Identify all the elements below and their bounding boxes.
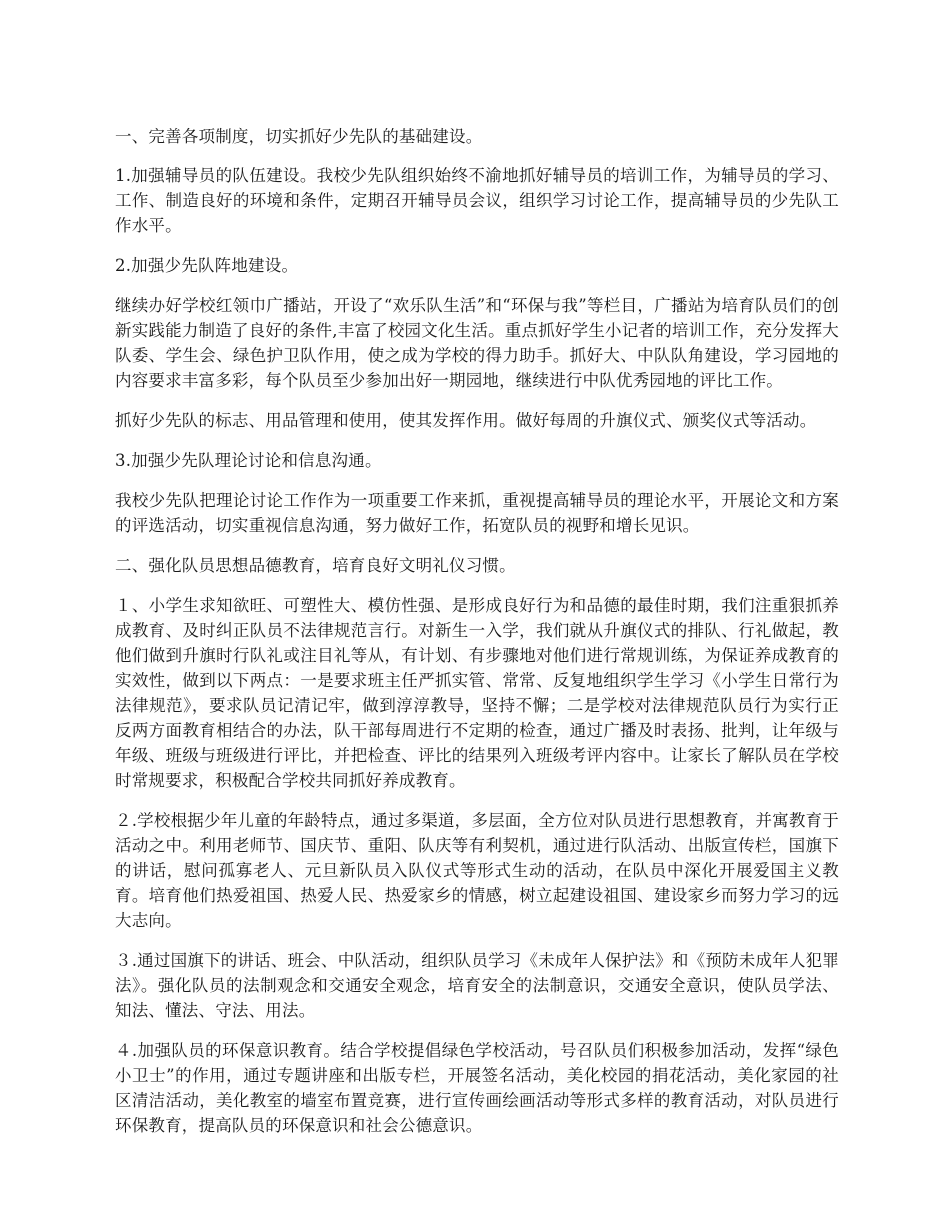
paragraph-counselor-team: 1.加强辅导员的队伍建设。我校少先队组织始终不渝地抓好辅导员的培训工作，为辅导员的学习、工作、制造良好的环境和条件，定期召开辅导员会议，组织学习讨论工作，提高辅导员的少先队工作水平。 bbox=[115, 166, 839, 235]
paragraph-legal-education: ３.通过国旗下的讲话、班会、中队活动，组织队员学习《未成年人保护法》和《预防未成年人犯罪法》。强化队员的法制观念和交通安全观念，培育安全的法制意识，交通安全意识，使队员学法、知法、懂法、守法、用法。 bbox=[115, 951, 839, 1020]
paragraph-ideological-education: ２.学校根据少年儿童的年龄特点，通过多渠道，多层面，全方位对队员进行思想教育，并寓教育于活动之中。利用老师节、国庆节、重阳、队庆等有利契机，通过进行队活动、出版宣传栏，国旗下的讲话，慰问孤寡老人、元旦新队员入队仪式等形式生动的活动，在队员中深化开展爱国主义教育。培育他们热爱祖国、热爱人民、热爱家乡的情感，树立起建设祖国、建设家乡而努力学习的远大志向。 bbox=[115, 811, 839, 930]
subheading-position-building: 2.加强少先队阵地建设。 bbox=[115, 256, 299, 275]
section-heading-1: 一、完善各项制度，切实抓好少先队的基础建设。 bbox=[115, 127, 483, 146]
paragraph-habit-education: １、小学生求知欲旺、可塑性大、模仿性强、是形成良好行为和品德的最佳时期，我们注重狠抓养成教育、及时纠正队员不法律规范言行。对新生一入学，我们就从升旗仪式的排队、行礼做起，教他们做到升旗时行队礼或注目礼等从，有计划、有步骤地对他们进行常规训练，为保证养成教育的实效性，做到以下两点：一是要求班主任严抓实管、常常、反复地组织学生学习《小学生日常行为法律规范》，要求队员记清记牢，做到淳淳教导，坚持不懈；二是学校对法律规范队员行为实行正反两方面教育相结合的办法，队干部每周进行不定期的检查，通过广播及时表扬、批判，让年级与年级、班级与班级进行评比，并把检查、评比的结果列入班级考评内容中。让家长了解队员在学校时常规要求，积极配合学校共同抓好养成教育。 bbox=[115, 596, 839, 790]
subheading-theory-discussion: 3.加强少先队理论讨论和信息沟通。 bbox=[115, 451, 382, 470]
paragraph-broadcast-station: 继续办好学校红领巾广播站，开设了“欢乐队生活”和“环保与我”等栏目，广播站为培育队员们的创新实践能力制造了良好的条件,丰富了校园文化生活。重点抓好学生小记者的培训工作，充分发挥大队委、学生会、绿色护卫队作用，使之成为学校的得力助手。抓好大、中队队角建设，学习园地的内容要求丰富多彩，每个队员至少参加出好一期园地，继续进行中队优秀园地的评比工作。 bbox=[115, 296, 839, 390]
section-heading-2: 二、强化队员思想品德教育，培育良好文明礼仪习惯。 bbox=[115, 556, 516, 575]
paragraph-symbols-supplies: 抓好少先队的标志、用品管理和使用，使其发挥作用。做好每周的升旗仪式、颁奖仪式等活动。 bbox=[115, 411, 817, 430]
paragraph-environmental-education: ４.加强队员的环保意识教育。结合学校提倡绿色学校活动，号召队员们积极参加活动，发挥“绿色小卫士”的作用，通过专题讲座和出版专栏，开展签名活动，美化校园的捐花活动，美化家园的社区清洁活动，美化教室的墙室布置竞赛，进行宣传画绘画活动等形式多样的教育活动，对队员进行环保教育，提高队员的环保意识和社会公德意识。 bbox=[115, 1041, 839, 1135]
document-body bbox=[115, 124, 839, 1153]
paragraph-theory-work: 我校少先队把理论讨论工作作为一项重要工作来抓，重视提高辅导员的理论水平，开展论文和方案的评选活动，切实重视信息沟通，努力做好工作，拓宽队员的视野和增长见识。 bbox=[115, 491, 839, 535]
